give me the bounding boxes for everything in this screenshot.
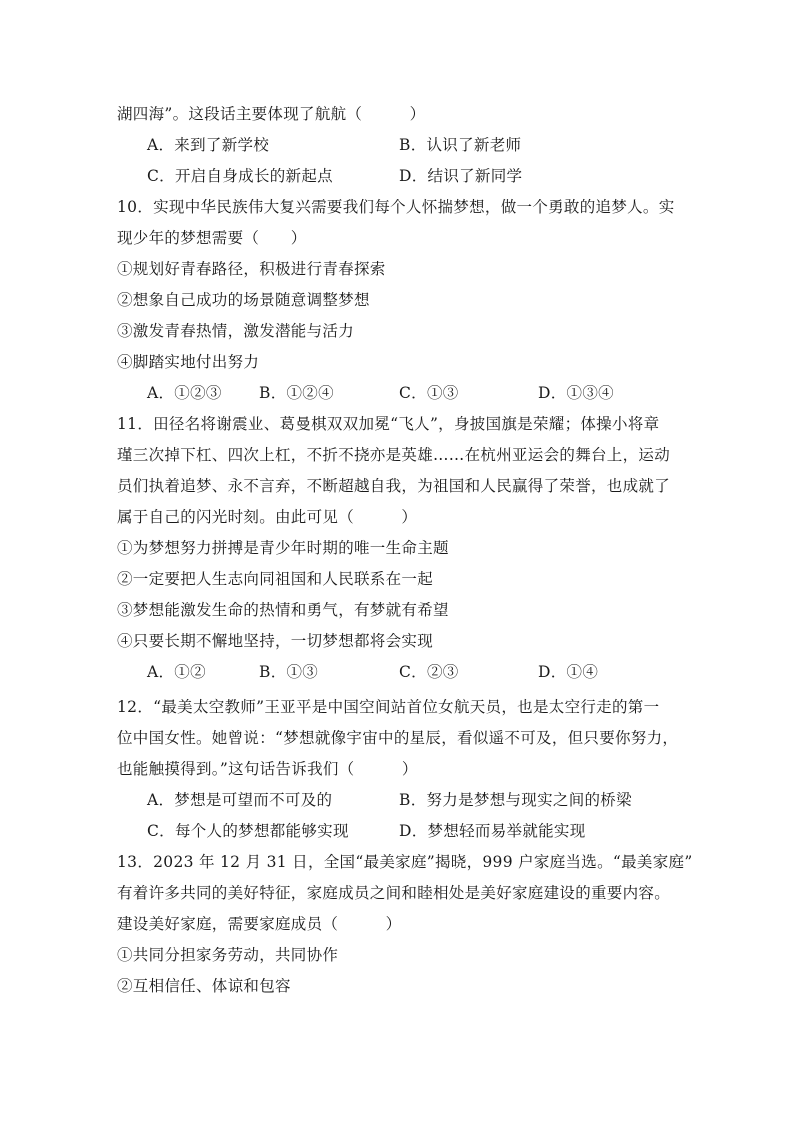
q11-stem-line-3: 员们执着追梦、永不言弃，不断超越自我，为祖国和人民赢得了荣誉，也成就了 <box>117 477 671 495</box>
q10-option-a: A．①②③ <box>147 384 222 402</box>
q9-option-a: A．来到了新学校 <box>147 136 270 154</box>
q12-stem-line-2: 位中国女性。她曾说：“梦想就像宇宙中的星辰，看似遥不可及，但只要你努力， <box>117 729 679 747</box>
q9-stem-tail: 湖四海”。这段话主要体现了航航（ ） <box>117 105 426 123</box>
q10-statement-1: ①规划好青春路径，积极进行青春探索 <box>117 260 386 278</box>
q11-statement-3: ③梦想能激发生命的热情和勇气，有梦就有希望 <box>117 601 449 619</box>
q13-stem-line-2: 有着许多共同的美好特征，家庭成员之间和睦相处是美好家庭建设的重要内容。 <box>117 884 671 902</box>
q10-statement-4: ④脚踏实地付出努力 <box>117 353 260 371</box>
q11-stem-line-4: 属于自己的闪光时刻。由此可见（ ） <box>117 508 418 526</box>
q12-option-a: A．梦想是可望而不可及的 <box>147 791 333 809</box>
q11-option-d: D．①④ <box>538 663 599 681</box>
q12-option-b: B．努力是梦想与现实之间的桥梁 <box>399 791 632 809</box>
q9-option-c: C．开启自身成长的新起点 <box>147 167 333 185</box>
q11-option-a: A．①② <box>147 663 206 681</box>
q11-statement-1: ①为梦想努力拼搏是青少年时期的唯一生命主题 <box>117 539 449 557</box>
q11-statement-4: ④只要长期不懈地坚持，一切梦想都将会实现 <box>117 632 434 650</box>
q10-statement-2: ②想象自己成功的场景随意调整梦想 <box>117 291 370 309</box>
q10-stem-line-2: 现少年的梦想需要（ ） <box>117 229 307 247</box>
q11-option-c: C．②③ <box>399 663 459 681</box>
q13-stem-line-1: 13．2023 年 12 月 31 日，全国“最美家庭”揭晓，999 户家庭当选。“最美家庭” <box>117 853 693 871</box>
q12-option-c: C．每个人的梦想都能够实现 <box>147 822 349 840</box>
q11-option-b: B．①③ <box>259 663 319 681</box>
q11-stem-line-2: 瑾三次掉下杠、四次上杠，不折不挠亦是英雄……在杭州亚运会的舞台上，运动 <box>117 446 671 464</box>
q10-statement-3: ③激发青春热情，激发潜能与活力 <box>117 322 355 340</box>
q10-option-c: C．①③ <box>399 384 459 402</box>
q11-stem-line-1: 11．田径名将谢震业、葛曼棋双双加冕“飞人”，身披国旗是荣耀；体操小将章 <box>117 415 660 433</box>
q12-stem-line-1: 12．“最美太空教师”王亚平是中国空间站首位女航天员，也是太空行走的第一 <box>117 698 660 716</box>
q11-statement-2: ②一定要把人生志向同祖国和人民联系在一起 <box>117 570 434 588</box>
q12-option-d: D．梦想轻而易举就能实现 <box>399 822 586 840</box>
q9-option-d: D．结识了新同学 <box>399 167 523 185</box>
q9-option-b: B．认识了新老师 <box>399 136 522 154</box>
q10-option-b: B．①②④ <box>259 384 334 402</box>
q13-stem-line-3: 建设美好家庭，需要家庭成员（ ） <box>117 915 402 933</box>
q10-option-d: D．①③④ <box>538 384 614 402</box>
q13-statement-1: ①共同分担家务劳动，共同协作 <box>117 946 339 964</box>
q10-stem-line-1: 10．实现中华民族伟大复兴需要我们每个人怀揣梦想，做一个勇敢的追梦人。实 <box>117 198 675 216</box>
q12-stem-line-3: 也能触摸得到。”这句话告诉我们（ ） <box>117 760 418 778</box>
q13-statement-2: ②互相信任、体谅和包容 <box>117 977 291 995</box>
